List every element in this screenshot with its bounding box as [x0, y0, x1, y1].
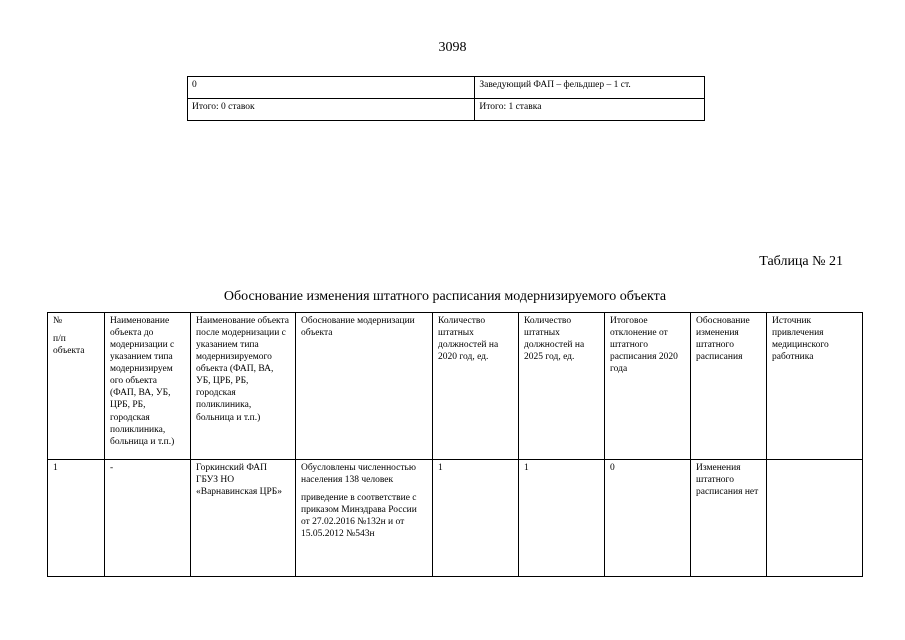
- justification-text: приведение в соответствие с приказом Минздрава России от 27.02.2016 №132н и от 15.05.2012 №543н: [301, 493, 417, 540]
- header-cell-change-reason: Обоснование изменения штатного расписания: [691, 313, 767, 460]
- header-cell-before: Наименование объекта до модернизации с указанием типа модернизируем ого объекта (ФАП, ВА, УБ, ЦРБ, РБ, городская поликлиника, больница и т.п.): [105, 313, 191, 460]
- cell-source: [767, 460, 863, 577]
- table-title: Обоснование изменения штатного расписания модернизируемого объекта: [223, 289, 667, 304]
- table-number-label: Таблица № 21: [759, 254, 843, 269]
- cell-change-reason: Изменения штатного расписания нет: [691, 460, 767, 577]
- staffing-justification-table: [47, 312, 863, 577]
- header-cell-count-2020: Количество штатных должностей на 2020 год, ед.: [433, 313, 519, 460]
- cell-after: Горкинский ФАП ГБУЗ НО «Варнавинская ЦРБ»: [191, 460, 296, 577]
- staff-summary-table: [187, 76, 705, 121]
- cell-count-2025: 1: [519, 460, 605, 577]
- header-text: №: [53, 316, 63, 326]
- cell-number: 1: [48, 460, 105, 577]
- header-cell-number: [48, 313, 105, 460]
- table-cell: Итого: 1 ставка: [475, 99, 705, 121]
- page-number: 3098: [438, 40, 467, 55]
- cell-before: -: [105, 460, 191, 577]
- table-row: [188, 77, 705, 99]
- table-row: [188, 99, 705, 121]
- header-cell-source: Источник привлечения медицинского работника: [767, 313, 863, 460]
- header-text: п/п объекта: [53, 334, 85, 357]
- justification-text: Обусловлены численностью населения 138 человек: [301, 463, 416, 486]
- table-cell: Заведующий ФАП – фельдшер – 1 ст.: [475, 77, 705, 99]
- cell-deviation: 0: [605, 460, 691, 577]
- cell-justification: [296, 460, 433, 577]
- table-cell: Итого: 0 ставок: [188, 99, 475, 121]
- header-cell-after: Наименование объекта после модернизации с указанием типа модернизируемого объекта (ФАП, ВА, УБ, ЦРБ, РБ, городская поликлиника, больница и т.п.): [191, 313, 296, 460]
- table-row: [48, 460, 863, 577]
- cell-count-2020: 1: [433, 460, 519, 577]
- header-cell-deviation: Итоговое отклонение от штатного расписания 2020 года: [605, 313, 691, 460]
- header-cell-count-2025: Количество штатных должностей на 2025 год, ед.: [519, 313, 605, 460]
- header-row: [48, 313, 863, 460]
- table-cell: 0: [188, 77, 475, 99]
- header-cell-justification: Обоснование модернизации объекта: [296, 313, 433, 460]
